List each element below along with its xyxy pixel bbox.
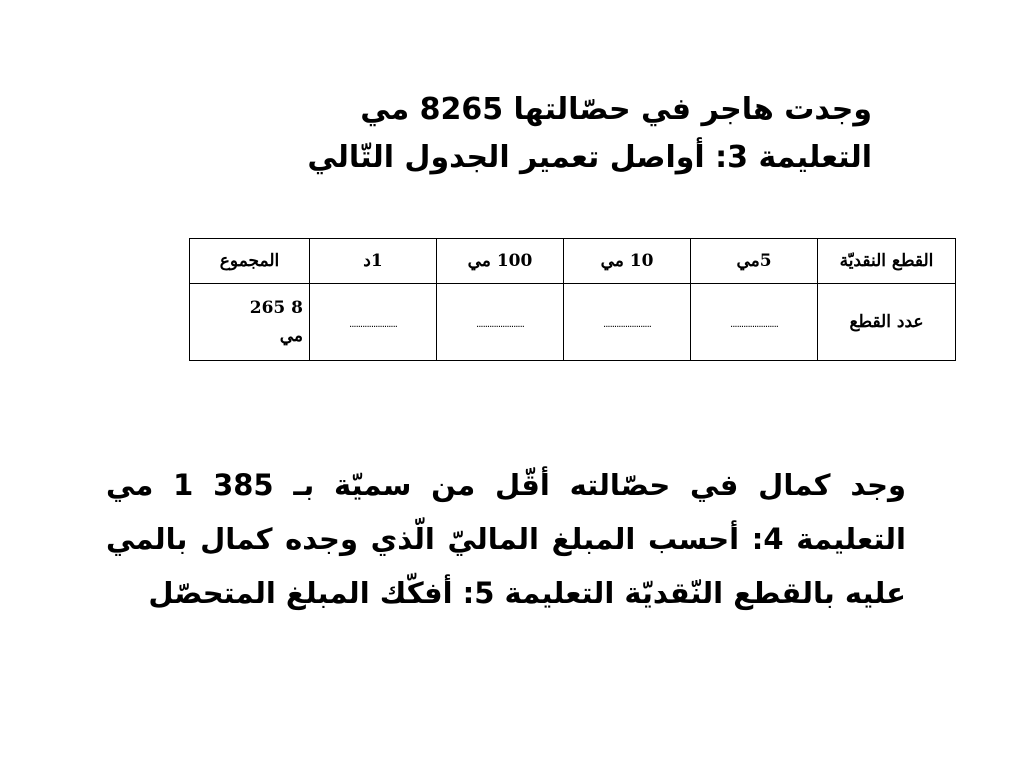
instruction-3: التعليمة 3: أواصل تعمير الجدول التّالي [307, 140, 872, 175]
table-row [190, 284, 956, 361]
dotted-placeholder: ...................... [730, 319, 778, 330]
dotted-placeholder: ...................... [349, 319, 397, 330]
blank-10mi[interactable] [564, 284, 691, 361]
intro-line-1: وجدت هاجر في حصّالتها 8265 مي [360, 92, 872, 127]
row-label: عدد القطع [818, 284, 956, 361]
blank-100mi[interactable] [437, 284, 564, 361]
dotted-placeholder: ...................... [603, 319, 651, 330]
blank-5mi[interactable] [691, 284, 818, 361]
kamal-text [106, 458, 906, 620]
instruction-5: عليه بالقطع النّقديّة التعليمة 5: أفكّك المبلغ المتحصّل [148, 576, 906, 610]
coins-table [189, 238, 956, 361]
total-value: 8 265 [249, 298, 303, 318]
total-unit: مي [279, 326, 303, 346]
header-total: المجموع [190, 239, 310, 284]
blank-1d[interactable] [310, 284, 437, 361]
header-coins: القطع النقديّة [818, 239, 956, 284]
instruction-4: التعليمة 4: أحسب المبلغ الماليّ الّذي وجده كمال بالمي [106, 522, 906, 556]
header-10mi: 10 مي [564, 239, 691, 284]
table-header-row [190, 239, 956, 284]
dotted-placeholder: ...................... [476, 319, 524, 330]
header-1d: 1د [310, 239, 437, 284]
total-cell [190, 284, 310, 361]
header-100mi: 100 مي [437, 239, 564, 284]
intro-text [307, 86, 872, 182]
header-5mi: 5مي [691, 239, 818, 284]
kamal-line-1: وجد كمال في حصّالته أقّل من سميّة بـ 385 1 مي [106, 468, 906, 502]
